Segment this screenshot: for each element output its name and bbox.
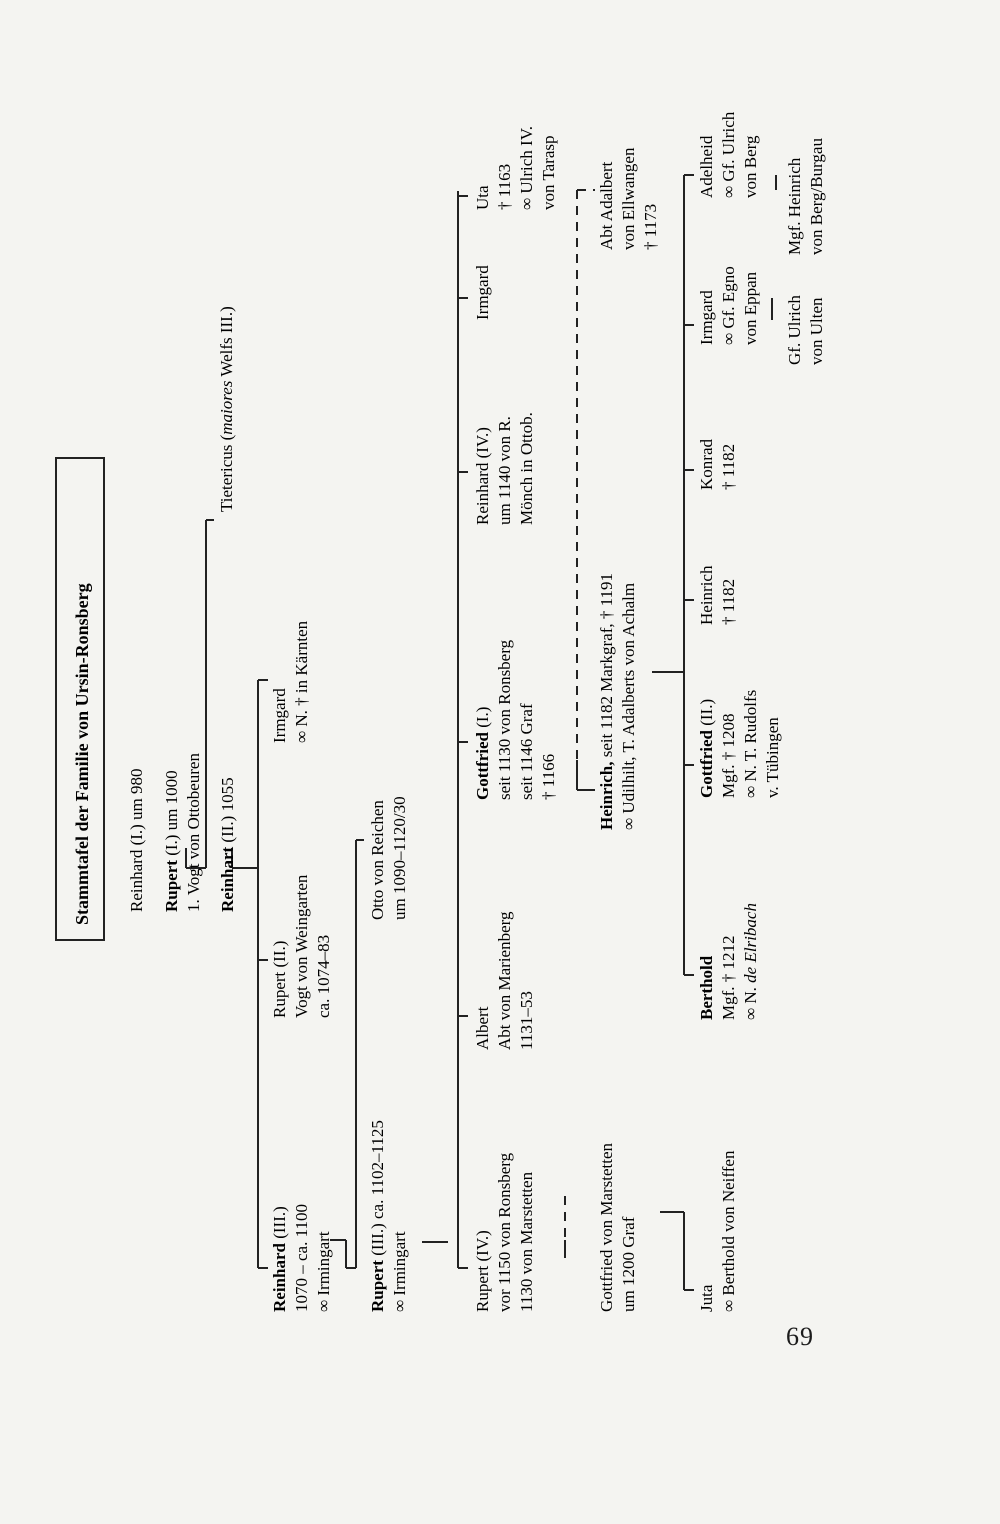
person-detail: ∞ Gf. Ulrich xyxy=(719,111,738,198)
person-detail: † 1182 xyxy=(719,443,738,490)
person-detail: von Berg xyxy=(741,135,760,198)
person-rupert-iii xyxy=(368,1120,409,1312)
person-name: Rupert (II.) xyxy=(270,940,289,1018)
person-gottfried-i xyxy=(473,639,558,800)
person-detail: 1131–53 xyxy=(517,991,536,1050)
tree-labels xyxy=(72,111,826,1312)
person-name: Reinhard (I.) um 980 xyxy=(127,768,146,912)
person-name: Gottfried (II.) xyxy=(697,698,716,798)
person-berthold xyxy=(697,903,760,1020)
person-irmgard-gen4 xyxy=(270,620,311,743)
person-name: Mgf. Heinrich xyxy=(785,157,804,255)
person-reinhart-ii xyxy=(218,777,237,912)
person-konrad xyxy=(697,439,738,490)
person-name: Gottfried von Marstetten xyxy=(597,1142,616,1312)
person-gottfried-ii xyxy=(697,690,782,798)
person-name: Reinhart (II.) 1055 xyxy=(218,777,237,912)
person-detail: 1. Vogt von Ottobeuren xyxy=(184,753,203,912)
person-rupert-ii xyxy=(270,874,333,1018)
person-name: Reinhard (III.) xyxy=(270,1206,289,1312)
person-detail: † 1163 xyxy=(495,163,514,210)
tree-title: Stammtafel der Familie von Ursin-Ronsberg xyxy=(72,583,92,925)
person-detail: seit 1146 Graf xyxy=(517,703,536,800)
person-detail: von Ulten xyxy=(807,297,826,365)
person-detail: von Ellwangen xyxy=(619,147,638,250)
person-detail: seit 1130 von Ronsberg xyxy=(495,639,514,800)
person-uta xyxy=(473,126,558,210)
person-name: Berthold xyxy=(697,955,716,1020)
person-name: Albert xyxy=(473,1006,492,1050)
person-name: Konrad xyxy=(697,439,716,490)
person-detail: ∞ N. T. Rudolfs xyxy=(741,689,760,798)
person-name: Rupert (I.) um 1000 xyxy=(162,770,181,912)
person-detail: † 1166 xyxy=(539,753,558,800)
person-detail: † 1182 xyxy=(719,578,738,625)
person-gottfried-von-marstetten xyxy=(597,1142,638,1312)
person-name: Heinrich, seit 1182 Markgraf, † 1191 xyxy=(597,572,616,830)
person-detail: vor 1150 von Ronsberg xyxy=(495,1152,514,1312)
person-mgf-heinrich-von-berg xyxy=(785,138,826,255)
person-irmgard-gen8 xyxy=(697,266,760,345)
person-name: Juta xyxy=(697,1284,716,1312)
person-detail: von Berg/Burgau xyxy=(807,138,826,255)
person-detail: ∞ Ulrich IV. xyxy=(517,125,536,210)
person-abt-adalbert xyxy=(597,147,660,250)
person-reinhard-iv xyxy=(473,412,536,525)
person-gf-ulrich-von-ulten xyxy=(785,295,826,365)
person-rupert-iv xyxy=(473,1152,536,1312)
person-name: Gottfried (I.) xyxy=(473,706,492,800)
person-detail: Mönch in Ottob. xyxy=(517,412,536,525)
person-detail: ∞ N. † in Kärnten xyxy=(292,620,311,743)
person-detail: † 1173 xyxy=(641,203,660,250)
person-detail: ∞ N. de Elribach xyxy=(741,903,760,1020)
person-name: Adelheid xyxy=(697,135,716,198)
person-name: Rupert (IV.) xyxy=(473,1230,492,1312)
person-detail: 1070 – ca. 1100 xyxy=(292,1204,311,1312)
person-detail: um 1200 Graf xyxy=(619,1216,638,1312)
person-reinhard-i xyxy=(127,768,146,912)
person-tietericus: Tietericus (maiores Welfs III.) xyxy=(217,306,236,512)
page-number: 69 xyxy=(786,1322,814,1351)
person-detail: Abt von Marienberg xyxy=(495,911,514,1050)
person-albert xyxy=(473,911,536,1050)
person-detail: Mgf. † 1208 xyxy=(719,713,738,798)
person-detail: ∞ Gf. Egno xyxy=(719,266,738,345)
tree-connector-lines xyxy=(56,175,776,1290)
person-juta xyxy=(697,1150,738,1312)
person-detail: Mgf. † 1212 xyxy=(719,935,738,1020)
person-irmgard-gen6 xyxy=(473,265,492,320)
person-rupert-i xyxy=(162,753,203,912)
person-name: Otto von Reichen xyxy=(368,800,387,920)
person-detail: von Eppan xyxy=(741,271,760,345)
person-detail: von Tarasp xyxy=(539,135,558,210)
person-detail: ca. 1074–83 xyxy=(314,934,333,1018)
person-name: Irmgard xyxy=(270,688,289,743)
person-reinhard-iii xyxy=(270,1204,333,1312)
person-detail: ∞ Berthold von Neiffen xyxy=(719,1150,738,1312)
person-detail: Vogt von Weingarten xyxy=(292,874,311,1018)
person-detail: um 1140 von R. xyxy=(495,416,514,525)
person-detail: ∞ Irmingart xyxy=(390,1231,409,1312)
person-name: Abt Adalbert xyxy=(597,161,616,250)
person-heinrich-gen8 xyxy=(697,565,738,625)
person-detail: ∞ Irmingart xyxy=(314,1231,333,1312)
person-detail: 1130 von Marstetten xyxy=(517,1171,536,1312)
person-adelheid xyxy=(697,111,760,198)
person-name: Uta xyxy=(473,185,492,210)
person-heinrich-markgraf xyxy=(597,573,638,830)
person-detail: ∞ Udilhilt, T. Adalberts von Achalm xyxy=(619,582,638,830)
person-name: Rupert (III.) ca. 1102–1125 xyxy=(368,1120,387,1312)
person-name: Reinhard (IV.) xyxy=(473,427,492,525)
person-name: Gf. Ulrich xyxy=(785,295,804,365)
person-detail: um 1090–1120/30 xyxy=(390,796,409,920)
person-name: Heinrich xyxy=(697,565,716,625)
person-name: Irmgard xyxy=(697,290,716,345)
person-detail: v. Tübingen xyxy=(763,717,782,798)
person-otto-von-reichen xyxy=(368,796,409,920)
person-name: Irmgard xyxy=(473,265,492,320)
